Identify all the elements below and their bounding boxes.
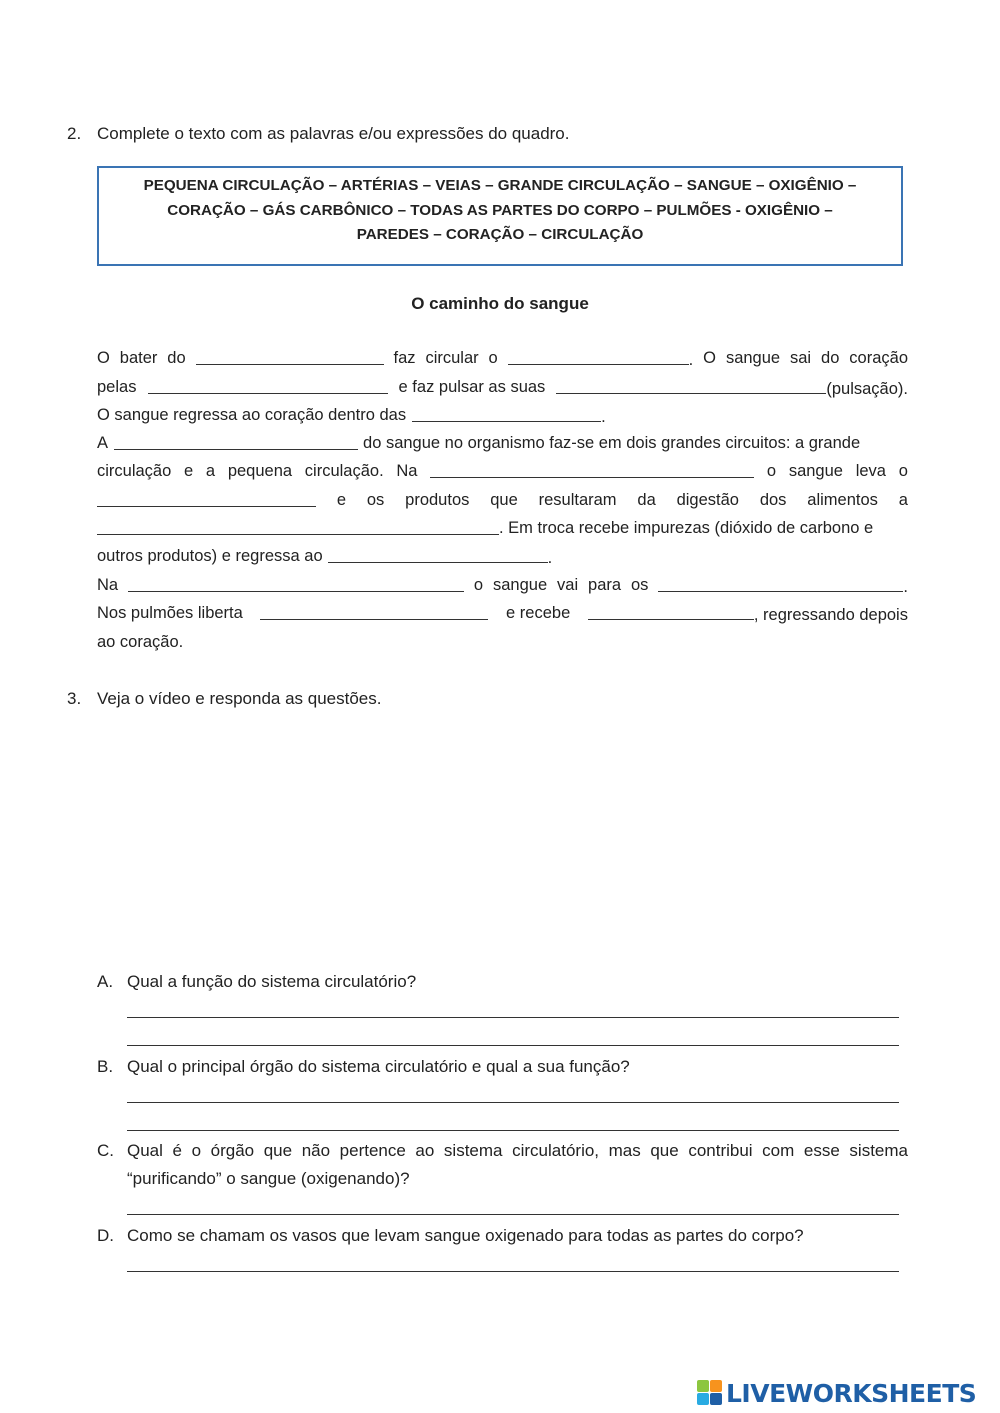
paragraph-line-11: ao coração. — [97, 633, 184, 651]
logo-square — [697, 1380, 709, 1392]
blank-10[interactable] — [328, 547, 548, 563]
paragraph-line-3 — [97, 406, 908, 427]
answer-line-b-2[interactable] — [127, 1130, 899, 1131]
blank-1[interactable] — [196, 349, 384, 365]
blank-2[interactable] — [508, 349, 689, 365]
word: pequena — [227, 462, 293, 480]
word: faz — [393, 349, 416, 367]
word: Na — [396, 462, 418, 480]
word: produtos — [405, 491, 470, 509]
question-2-number: 2. — [67, 124, 82, 143]
blank-11[interactable] — [128, 576, 464, 592]
question-b-text: Qual o principal órgão do sistema circulatório e qual a sua função? — [127, 1057, 630, 1076]
word: O — [703, 349, 717, 367]
blank-8[interactable] — [97, 491, 316, 507]
answer-line-c-1[interactable] — [127, 1214, 899, 1215]
word: digestão — [676, 491, 739, 509]
answer-line-a-2[interactable] — [127, 1045, 899, 1046]
word: o — [488, 349, 498, 367]
word-bank-line-1: PEQUENA CIRCULAÇÃO – ARTÉRIAS – VEIAS – GRANDE CIRCULAÇÃO – SANGUE – OXIGÊNIO – — [143, 177, 857, 194]
blank-9[interactable] — [97, 519, 499, 535]
word: e — [336, 491, 347, 509]
word: da — [637, 491, 656, 509]
word: o — [766, 462, 777, 480]
word: alimentos — [807, 491, 878, 509]
word: , regressando depois — [753, 606, 908, 624]
question-2-instruction: Complete o texto com as palavras e/ou expressões do quadro. — [97, 124, 570, 143]
word: e faz pulsar as suas — [398, 378, 546, 396]
question-3-number: 3. — [67, 689, 82, 708]
blank-4[interactable] — [556, 378, 826, 394]
word: circulação. — [304, 462, 384, 480]
answer-line-d-1[interactable] — [127, 1271, 899, 1272]
paragraph-line-5 — [97, 462, 908, 481]
paragraph-line-7 — [97, 519, 908, 538]
word: A — [97, 434, 109, 452]
word: . — [547, 549, 553, 567]
word: sangue — [788, 462, 843, 480]
word: bater — [119, 349, 158, 367]
blank-7[interactable] — [430, 462, 754, 478]
question-c-letter: C. — [97, 1141, 114, 1160]
word: a — [898, 491, 908, 509]
paragraph-line-6 — [97, 491, 908, 510]
word: O sangue regressa ao coração dentro das — [97, 406, 407, 424]
word: Nos pulmões liberta — [97, 604, 243, 622]
word: . — [601, 408, 606, 426]
question-a-text: Qual a função do sistema circulatório? — [127, 972, 417, 991]
liveworksheets-mark-icon — [697, 1380, 723, 1406]
word: a — [205, 462, 216, 480]
liveworksheets-logo[interactable] — [697, 1378, 976, 1408]
blank-13[interactable] — [260, 604, 488, 620]
word: pelas — [97, 378, 137, 396]
word: o — [473, 576, 484, 594]
word: coração — [849, 349, 908, 367]
liveworksheets-wordmark: LIVEWORKSHEETS — [726, 1378, 977, 1408]
question-a-letter: A. — [97, 972, 114, 991]
word: outros produtos) e regressa ao — [97, 547, 323, 565]
word: os — [366, 491, 385, 509]
paragraph-line-2 — [97, 378, 908, 399]
word-bank-line-3: PAREDES – CORAÇÃO – CIRCULAÇÃO — [356, 226, 644, 243]
word: e recebe — [506, 604, 571, 622]
word-bank-line-2: CORAÇÃO – GÁS CARBÔNICO – TODAS AS PARTES DO CORPO – PULMÕES - OXIGÊNIO – — [167, 202, 833, 219]
word: leva — [855, 462, 886, 480]
paragraph-line-1 — [97, 349, 908, 370]
blank-14[interactable] — [588, 604, 754, 620]
word: do sangue no organismo faz-se em dois grandes circuitos: a grande — [363, 434, 861, 452]
word: sai — [790, 349, 812, 367]
logo-square — [697, 1393, 709, 1405]
word: . Em troca recebe impurezas (dióxido de carbono e — [499, 519, 874, 537]
word: resultaram — [538, 491, 617, 509]
word: e — [184, 462, 194, 480]
logo-square — [710, 1393, 722, 1405]
word: . — [903, 578, 908, 596]
blank-3[interactable] — [148, 378, 388, 394]
word: do — [167, 349, 186, 367]
word: que — [490, 491, 518, 509]
word: sangue — [493, 576, 548, 594]
blank-5[interactable] — [412, 406, 601, 422]
question-d-text: Como se chamam os vasos que levam sangue oxigenado para todas as partes do corpo? — [127, 1226, 804, 1245]
question-c-text-line-2: “purificando” o sangue (oxigenando)? — [127, 1169, 410, 1188]
text-title: O caminho do sangue — [411, 294, 589, 313]
paragraph-line-8 — [97, 547, 908, 568]
word: para — [588, 576, 622, 594]
blank-6[interactable] — [114, 434, 358, 450]
question-c-text-line-1: Qual é o órgão que não pertence ao sistema circulatório, mas que contribui com esse sistema — [127, 1141, 908, 1160]
question-3-instruction: Veja o vídeo e responda as questões. — [97, 689, 382, 708]
paragraph-line-4 — [97, 434, 908, 453]
word-bank-box — [97, 166, 903, 266]
paragraph-line-9 — [97, 576, 908, 597]
paragraph-line-10 — [97, 604, 908, 625]
word: dos — [759, 491, 787, 509]
word: (pulsação). — [826, 380, 908, 398]
word: o — [898, 462, 908, 480]
word: circulação — [97, 462, 172, 480]
word: sangue — [725, 349, 781, 367]
answer-line-b-1[interactable] — [127, 1102, 899, 1103]
question-b-letter: B. — [97, 1057, 114, 1076]
word: vai — [557, 576, 579, 594]
word: O — [97, 349, 110, 367]
word: circular — [425, 349, 479, 367]
question-d-letter: D. — [97, 1226, 114, 1245]
word: Na — [97, 576, 119, 594]
word: do — [821, 349, 840, 367]
blank-12[interactable] — [658, 576, 903, 592]
answer-line-a-1[interactable] — [127, 1017, 899, 1018]
word: . — [688, 351, 694, 369]
word: os — [630, 576, 649, 594]
logo-square — [710, 1380, 722, 1392]
